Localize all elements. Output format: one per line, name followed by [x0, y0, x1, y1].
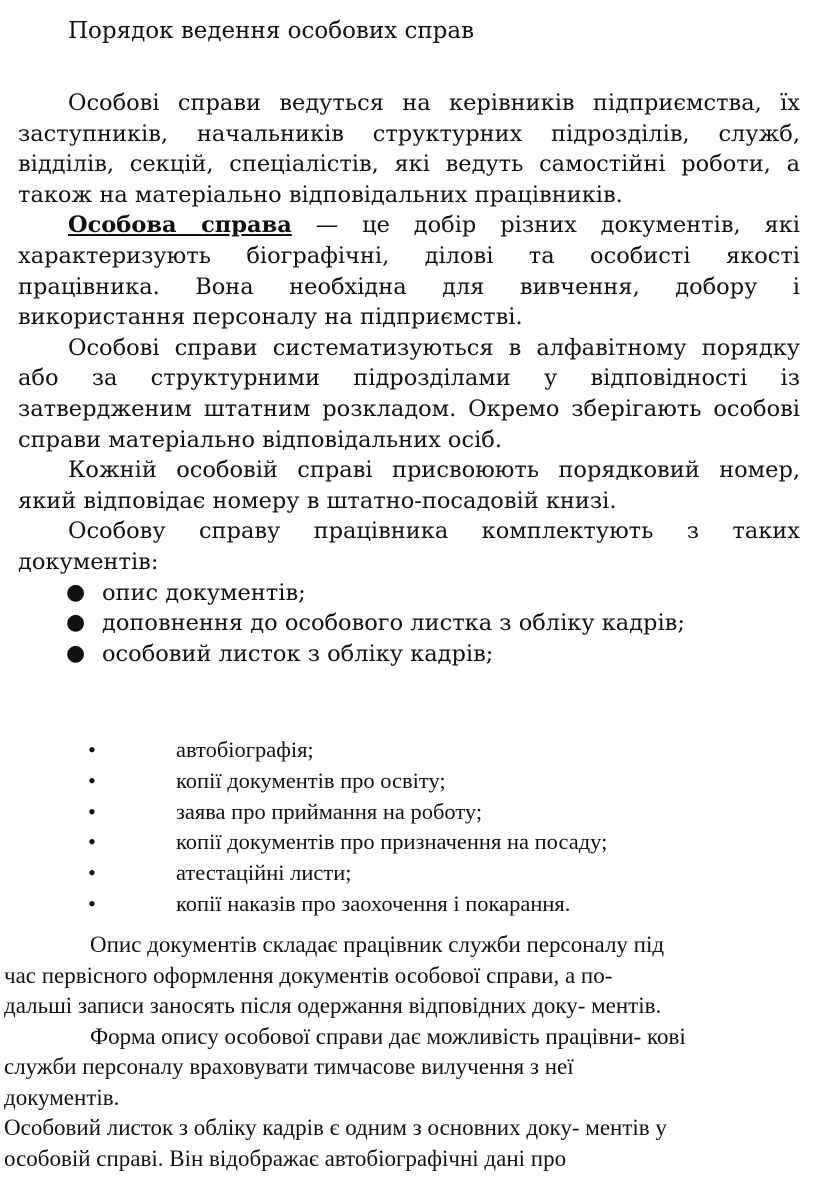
- bullet-icon: •: [88, 829, 96, 855]
- paragraph-1: Особові справи ведуться на керівників підприємства, їх заступників, начальників структурних підрозділів, служб, відділів, секцій, спеціалістів, які ведуть самостійні роботи, а також на матеріально відповідальних працівників.: [18, 90, 800, 208]
- bullet-icon: •: [88, 737, 96, 762]
- main-text: [18, 88, 800, 669]
- list-item: ● особовий листок з обліку кадрів;: [18, 639, 800, 670]
- paragraph-2: [18, 210, 800, 332]
- bullet-icon: •: [88, 767, 96, 793]
- bottom-line: Форма опису особової справи дає можливість працівни- кові: [90, 1023, 686, 1049]
- bottom-line: служби персоналу враховувати тимчасове вилучення з неї: [4, 1054, 574, 1079]
- main-bullet-list: [18, 578, 800, 670]
- bullet-icon: ●: [66, 640, 86, 666]
- paragraph-4: Кожній особовій справі присвоюють порядковий номер, який відповідає номеру в штатно-посадовій книзі.: [18, 457, 800, 514]
- bullet-icon: ●: [66, 579, 86, 605]
- bottom-line: документів.: [4, 1084, 120, 1110]
- paragraph-3: Особові справи систематизуються в алфавітному порядку або за структурними підрозділами у відповідності із затвердженим штатним розкладом. Окремо зберігають особові справи матеріально відповідальних осіб.: [18, 334, 800, 453]
- bullet-icon: ●: [66, 610, 86, 636]
- bullet-icon: •: [88, 860, 96, 886]
- list-item: ● опис документів;: [18, 578, 800, 609]
- sub-bullet-list: [0, 735, 816, 920]
- term-personal-file: Особова справа: [68, 212, 292, 239]
- list-item: • заява про приймання на роботу;: [0, 797, 816, 828]
- bottom-line: Особовий листок з обліку кадрів є одним з основних доку- ментів у: [4, 1115, 667, 1140]
- page-title: Порядок ведення особових справ: [68, 18, 475, 44]
- bullet-icon: •: [88, 890, 96, 916]
- list-item: • копії документів про призначення на посаду;: [0, 827, 816, 858]
- list-item: • автобіографія;: [0, 735, 816, 766]
- list-item: • атестаційні листи;: [0, 858, 816, 889]
- list-item: • копії наказів про заохочення і покарання.: [0, 889, 816, 920]
- paragraph-5: Особову справу працівника комплектують з таких документів:: [18, 518, 800, 575]
- bottom-line: дальші записи заносять після одержання відповідних доку- ментів.: [4, 993, 662, 1018]
- paragraph-2-text: — це добір різних документів, які характеризують біографічні, ділові та особисті якості працівника. Вона необхідна для вивчення, добору і використання персоналу на підприємстві.: [18, 212, 800, 331]
- list-item: ● доповнення до особового листка з обліку кадрів;: [18, 608, 800, 639]
- list-item: • копії документів про освіту;: [0, 766, 816, 797]
- bottom-line: особовій справі. Він відображає автобіографічні дані про: [4, 1145, 567, 1171]
- bullet-icon: •: [88, 798, 96, 824]
- bottom-text: [4, 930, 804, 1174]
- bottom-line: Опис документів складає працівник служби персоналу під: [90, 932, 665, 957]
- bottom-line: час первісного оформлення документів особової справи, а по-: [4, 962, 613, 988]
